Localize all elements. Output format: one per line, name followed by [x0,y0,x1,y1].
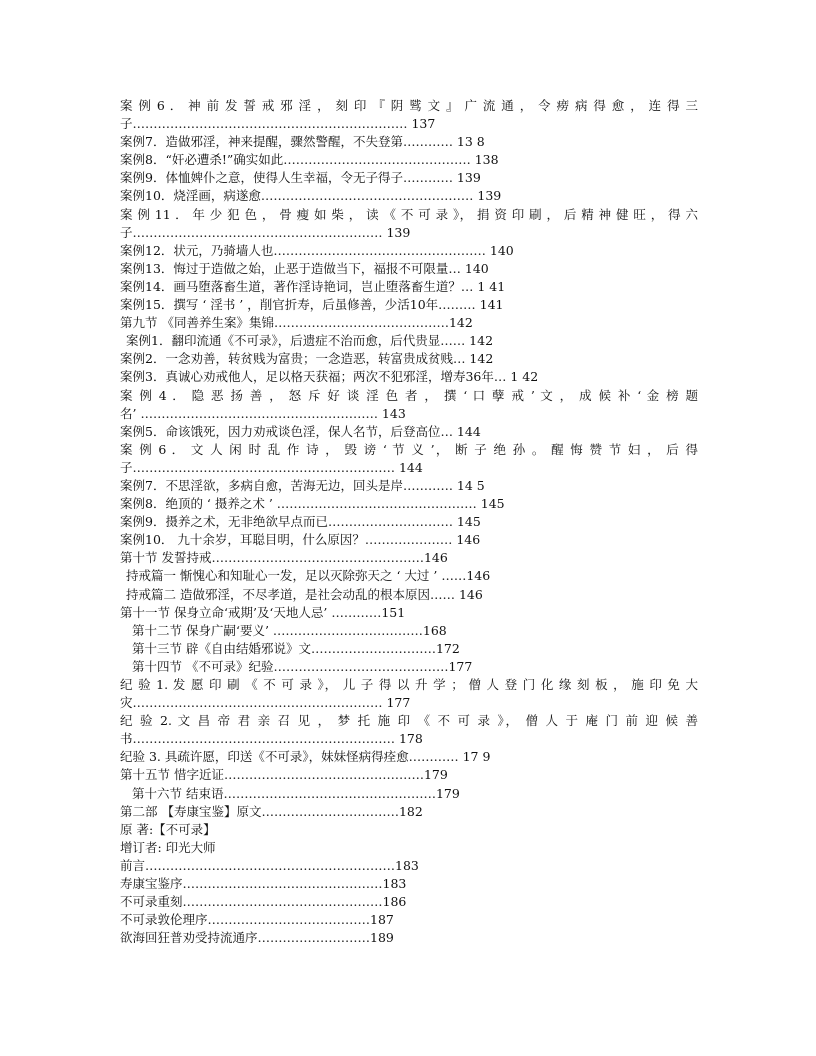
toc-line: 案例7．造做邪淫，神来提醒，骤然警醒，不失登第………… 13 8 [120,134,485,150]
toc-line: 案例14．画马堕落畜生道，著作淫诗艳词，岂止堕落畜生道？… 1 41 [120,278,506,294]
toc-line: 第十节 发誓持戒……………………………………………146 [120,550,448,566]
toc-line: 书……………………………………………………… 178 [120,731,423,747]
toc-line: 持戒篇一 惭愧心和知耻心一发，足以灭除弥天之 ‘ 大过 ’ ……146 [126,568,491,584]
toc-line: 欲海回狂普劝受持流通序………………………189 [120,930,394,946]
toc-line: 原 著:【不可录】 [120,821,216,837]
toc-line: 案例10． 九十余岁，耳聪目明，什么原因？………………… 146 [120,532,481,548]
toc-line: 第十六节 结束语……………………………………………179 [132,785,460,801]
toc-line: 第九节 《同善养生案》集锦……………………………………142 [120,315,473,331]
toc-line: 子…………………………………………………… 139 [120,224,411,240]
toc-line: 纪 验 1. 发 愿 印 刷 《 不 可 录 》， 儿 子 得 以 升 学 ； 僧 人 登 门 化 缘 刻 板 ， 施 印 免 大 [120,677,698,692]
toc-line: 案例8．“奸必遭杀!”确实如此……………………………………… 138 [120,152,499,168]
toc-line: 案 例 11 ． 年 少 犯 色 ， 骨 瘦 如 柴 ， 读 《 不 可 录 》， 捐 资 印 刷 ， 后 精 神 健 旺 ， 得 六 [120,206,698,222]
toc-line: 案例12．状元，乃骑墙人也…………………………………………… 140 [120,242,514,258]
toc-line: 名’ ………………………………………………… 143 [120,405,406,421]
toc-line: 子………………………………………………………… 137 [120,116,436,132]
toc-line: 案例9．体恤婢仆之意，使得人生幸福，令无子得子………… 139 [120,170,481,186]
toc-line: 前言……………………………………………………183 [120,857,419,873]
toc-line: 案例13．悔过于造做之始，止恶于造做当下，福报不可限量… 140 [120,260,489,276]
toc-line: 案例7．不思淫欲，多病自愈，苦海无边，回头是岸………… 14 5 [120,477,485,493]
toc-line: 持戒篇二 造做邪淫，不尽孝道，是社会动乱的根本原因…… 146 [126,586,483,602]
toc-line: 纪验 3. 具疏许愿，印送《不可录》，妹妹怪病得痊愈………… 17 9 [120,749,491,765]
toc-line: 第十四节 《不可录》纪验……………………………………177 [132,658,473,674]
toc-line: 案 例 4 ． 隐 恶 扬 善 ， 怒 斥 好 谈 淫 色 者 ， 撰 ‘ 口 孽 戒 ’ 文 ， 成 候 补 ‘ 金 榜 题 [120,387,698,403]
toc-line: 纪 验 2. 文 昌 帝 君 亲 召 见 ， 梦 托 施 印 《 不 可 录 》， 僧 人 于 庵 门 前 迎 候 善 [120,713,698,729]
toc-line: 第十一节 保身立命‘戒期’及‘天地人忌’ …………151 [120,604,406,620]
toc-line: 灾…………………………………………………… 177 [120,695,411,711]
toc-line: 案例1．翻印流通《不可录》，后遗症不治而愈，后代贵显…… 142 [126,333,494,349]
toc-line: 案 例 6 ． 文 人 闲 时 乱 作 诗 ， 毁 谤 ‘ 节 义 ’， 断 子 绝 孙 。 醒 悔 赞 节 妇 ， 后 得 [120,441,698,457]
table-of-contents [120,97,698,947]
toc-line: 增订者: 印光大师 [120,839,216,855]
toc-line: 第十二节 保身广嗣‘要义’ ………………………………168 [132,622,447,638]
toc-line: 案例8．绝顶的 ‘ 摄养之术 ’ ………………………………………… 145 [120,496,505,512]
toc-line: 第二部 【寿康宝鉴】原文……………………………182 [120,803,423,819]
toc-line: 不可录敦伦理序…………………………………187 [120,912,394,928]
toc-line: 第十三节 辟《自由结婚邪说》文…………………………172 [132,640,460,656]
toc-line: 第十五节 惜字近证…………………………………………179 [120,767,448,783]
toc-line: 案例9．摄养之术，无非绝欲早点而已………………………… 145 [120,514,481,530]
toc-line: 案 例 6 ． 神 前 发 誓 戒 邪 淫 ， 刻 印 『 阴 骘 文 』 广 流 通 ， 令 痨 病 得 愈 ， 连 得 三 [120,98,698,113]
toc-line: 不可录重刻…………………………………………186 [120,894,407,910]
toc-line: 寿康宝鉴序…………………………………………183 [120,876,407,892]
toc-line: 案例2．一念劝善，转贫贱为富贵；一念造恶，转富贵成贫贱… 142 [120,351,494,367]
toc-line: 案例10．烧淫画，病遂愈…………………………………………… 139 [120,188,502,204]
toc-line: 案例3．真诚心劝戒他人，足以格天获福；两次不犯邪淫，增寿36年… 1 42 [120,369,539,385]
toc-line: 案例5．命该饿死，因力劝戒谈色淫，保人名节，后登高位… 144 [120,423,481,439]
toc-line: 案例15．撰写 ‘ 淫书 ’ ，削官折寿，后虽修善，少活10年……… 141 [120,297,504,313]
toc-line: 子……………………………………………………… 144 [120,459,423,475]
